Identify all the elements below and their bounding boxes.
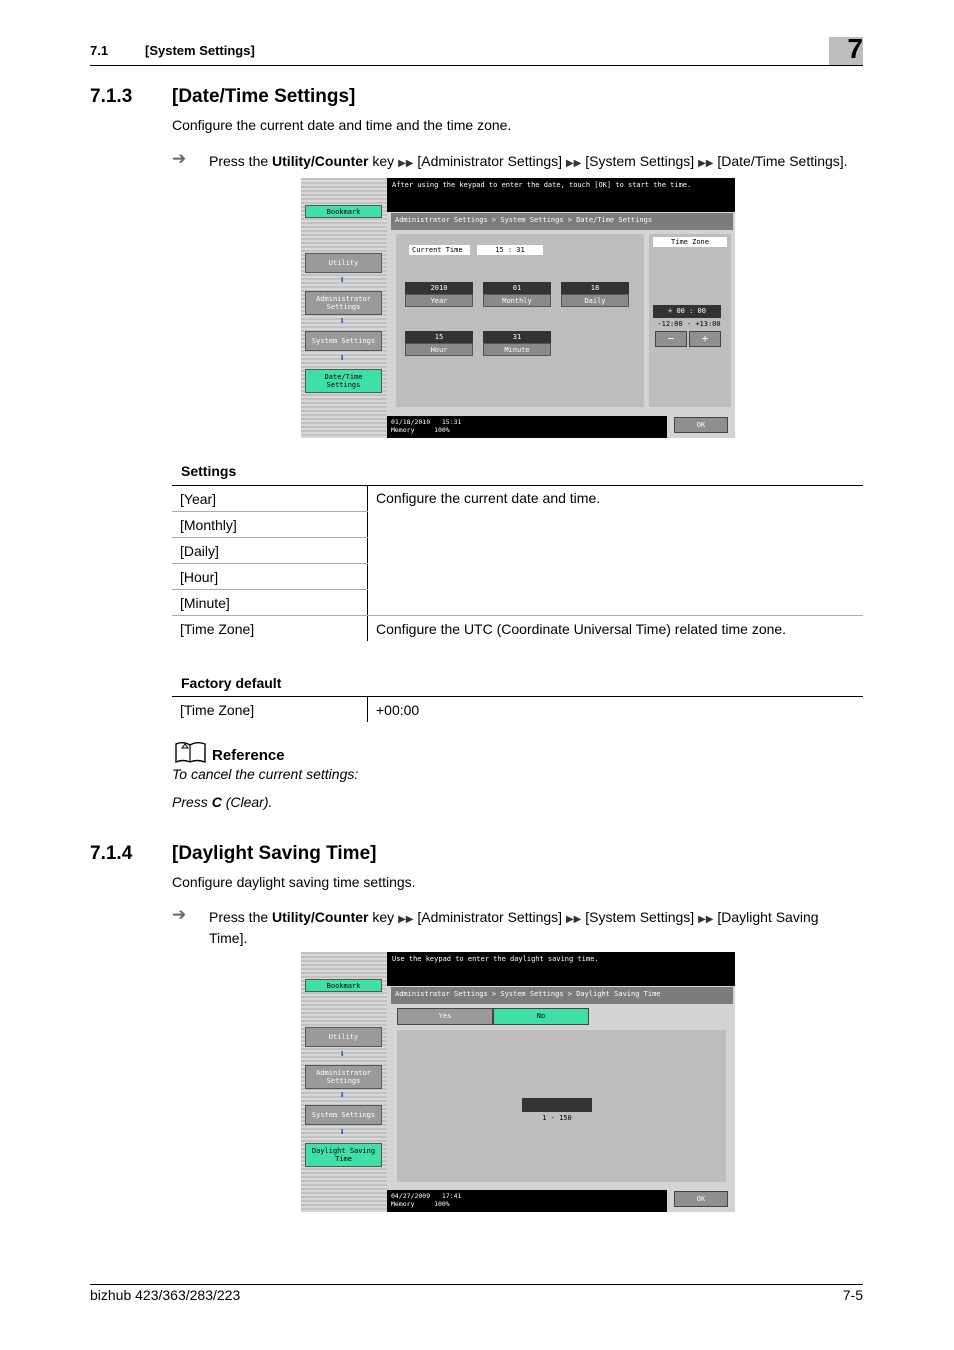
ok-button[interactable]: OK: [674, 417, 728, 433]
section-number: 7.1.3: [90, 86, 133, 107]
path-arrow-icon: ▶▶: [398, 158, 414, 169]
path-item: [Administrator Settings]: [417, 909, 563, 925]
clear-key: C: [211, 794, 222, 810]
screenshot-date-time: [301, 178, 735, 438]
section-heading-713: [90, 86, 355, 108]
procedure-step: [172, 149, 872, 173]
down-arrow-icon: ⬇: [339, 275, 346, 286]
message-bar: Use the keypad to enter the daylight saving time.: [387, 952, 735, 986]
path-item: [System Settings]: [585, 153, 695, 169]
down-arrow-icon: ⬇: [339, 1127, 346, 1138]
status-time: 15:31: [441, 418, 462, 426]
down-arrow-icon: ⬇: [339, 353, 346, 364]
time-zone-range: -12:00 - +13:00: [657, 320, 721, 328]
breadcrumb: Administrator Settings > System Settings > Daylight Saving Time: [391, 987, 733, 1004]
status-time: 17:41: [441, 1192, 462, 1200]
time-zone-label: Time Zone: [653, 237, 727, 247]
daily-button[interactable]: [561, 282, 629, 308]
utility-button[interactable]: Utility: [305, 1027, 382, 1047]
chapter-number: 7: [847, 33, 863, 64]
factory-value: +00:00: [376, 701, 420, 718]
setting-key: [Year]: [172, 486, 368, 512]
path-arrow-icon: ▶▶: [698, 914, 714, 925]
status-bar: [387, 416, 667, 438]
header-section-title: [System Settings]: [145, 43, 255, 58]
path-item: [Date/Time Settings].: [717, 153, 848, 169]
monthly-label: Monthly: [483, 294, 551, 307]
date-time-settings-button[interactable]: Date/Time Settings: [305, 369, 382, 393]
system-settings-button[interactable]: System Settings: [305, 1105, 382, 1125]
down-arrow-icon: ⬇: [339, 316, 346, 327]
step-key-suffix: key: [368, 153, 399, 169]
value-range: 1 - 150: [542, 1114, 572, 1122]
section-intro: Configure daylight saving time settings.: [172, 874, 416, 890]
footer-product: bizhub 423/363/283/223: [90, 1287, 241, 1303]
running-header: [90, 43, 255, 58]
factory-default-heading: Factory default: [181, 675, 282, 691]
factory-default-table: [172, 696, 863, 722]
hour-value: 15: [405, 331, 473, 343]
monthly-button[interactable]: [483, 282, 551, 308]
section-heading-714: [90, 843, 376, 865]
book-icon: [174, 740, 207, 769]
minute-button[interactable]: [483, 331, 551, 357]
factory-key: [Time Zone]: [172, 697, 368, 723]
step-key: Utility/Counter: [272, 153, 369, 169]
page-number: 7-5: [842, 1287, 863, 1303]
step-key: Utility/Counter: [272, 909, 369, 925]
no-button[interactable]: No: [493, 1008, 589, 1025]
current-time-label: Current Time: [409, 245, 470, 255]
path-arrow-icon: ▶▶: [698, 158, 714, 169]
path-item: [Daylight Saving Time].: [209, 909, 819, 946]
minute-value: 31: [483, 331, 551, 343]
section-title: [Daylight Saving Time]: [172, 843, 377, 864]
path-arrow-icon: ▶▶: [565, 158, 582, 169]
reference-line-1: To cancel the current settings:: [172, 766, 359, 782]
path-arrow-icon: ▶▶: [398, 914, 414, 925]
section-intro: Configure the current date and time and the time zone.: [172, 117, 512, 133]
hour-label: Hour: [405, 343, 473, 356]
setting-key: [Minute]: [172, 590, 368, 616]
path-item: [Administrator Settings]: [417, 153, 563, 169]
time-zone-value: + 00 : 00: [653, 305, 721, 318]
path-arrow-icon: ▶▶: [565, 914, 582, 925]
daily-value: 18: [561, 282, 629, 294]
bookmark-button[interactable]: Bookmark: [305, 979, 382, 992]
status-bar: [387, 1190, 667, 1212]
setting-description: Configure the current date and time.: [368, 486, 864, 616]
year-label: Year: [405, 294, 473, 307]
left-panel: [301, 178, 387, 438]
setting-key: [Monthly]: [172, 512, 368, 538]
path-item: [System Settings]: [585, 909, 695, 925]
status-memory-pct: 100%: [434, 1200, 450, 1208]
status-memory: Memory: [391, 1200, 415, 1208]
step-prefix: Press the: [209, 153, 273, 169]
reference-line-2: [172, 794, 272, 810]
setting-description: Configure the UTC (Coordinate Universal Time) related time zone.: [376, 620, 787, 637]
ok-button[interactable]: OK: [674, 1191, 728, 1207]
setting-key: [Time Zone]: [172, 616, 368, 642]
reference-title: Reference: [212, 747, 285, 764]
status-memory-pct: 100%: [434, 426, 450, 434]
down-arrow-icon: ⬇: [339, 1049, 346, 1060]
year-button[interactable]: [405, 282, 473, 308]
minute-label: Minute: [483, 343, 551, 356]
screenshot-daylight-saving: [301, 952, 735, 1212]
down-arrow-icon: ⬇: [339, 1090, 346, 1101]
reference-text: (Clear).: [221, 794, 273, 810]
settings-table: [172, 485, 863, 641]
breadcrumb: Administrator Settings > System Settings > Date/Time Settings: [391, 213, 733, 230]
reference-text: Press: [172, 794, 212, 810]
daylight-saving-time-button[interactable]: Daylight Saving Time: [305, 1143, 382, 1167]
minus-button[interactable]: −: [655, 331, 687, 347]
procedure-step: [172, 905, 852, 947]
status-memory: Memory: [391, 426, 415, 434]
utility-button[interactable]: Utility: [305, 253, 382, 273]
hour-button[interactable]: [405, 331, 473, 357]
plus-button[interactable]: +: [689, 331, 721, 347]
status-date: 04/27/2009: [391, 1192, 431, 1200]
value-input[interactable]: [522, 1098, 592, 1112]
step-key-suffix: key: [368, 909, 399, 925]
date-time-area: [396, 234, 644, 407]
year-value: 2010: [405, 282, 473, 294]
yes-button[interactable]: Yes: [397, 1008, 493, 1025]
setting-key: [Daily]: [172, 538, 368, 564]
monthly-value: 01: [483, 282, 551, 294]
setting-key: [Hour]: [172, 564, 368, 590]
section-number: 7.1.4: [90, 843, 133, 864]
bookmark-button[interactable]: Bookmark: [305, 205, 382, 218]
left-panel: [301, 952, 387, 1212]
header-section-number: 7.1: [90, 43, 109, 58]
section-title: [Date/Time Settings]: [172, 86, 356, 107]
status-date: 01/18/2010: [391, 418, 431, 426]
system-settings-button[interactable]: System Settings: [305, 331, 382, 351]
settings-heading: Settings: [181, 463, 237, 479]
current-time-value: 15 : 31: [477, 245, 543, 255]
step-arrow-icon: ➔: [172, 149, 187, 168]
administrator-settings-button[interactable]: Administrator Settings: [305, 291, 382, 315]
header-rule: [90, 65, 863, 66]
footer-rule: [90, 1284, 863, 1285]
step-arrow-icon: ➔: [172, 905, 187, 924]
administrator-settings-button[interactable]: Administrator Settings: [305, 1065, 382, 1089]
daily-label: Daily: [561, 294, 629, 307]
message-bar: After using the keypad to enter the date, touch [OK] to start the time.: [387, 178, 735, 212]
step-prefix: Press the: [209, 909, 273, 925]
